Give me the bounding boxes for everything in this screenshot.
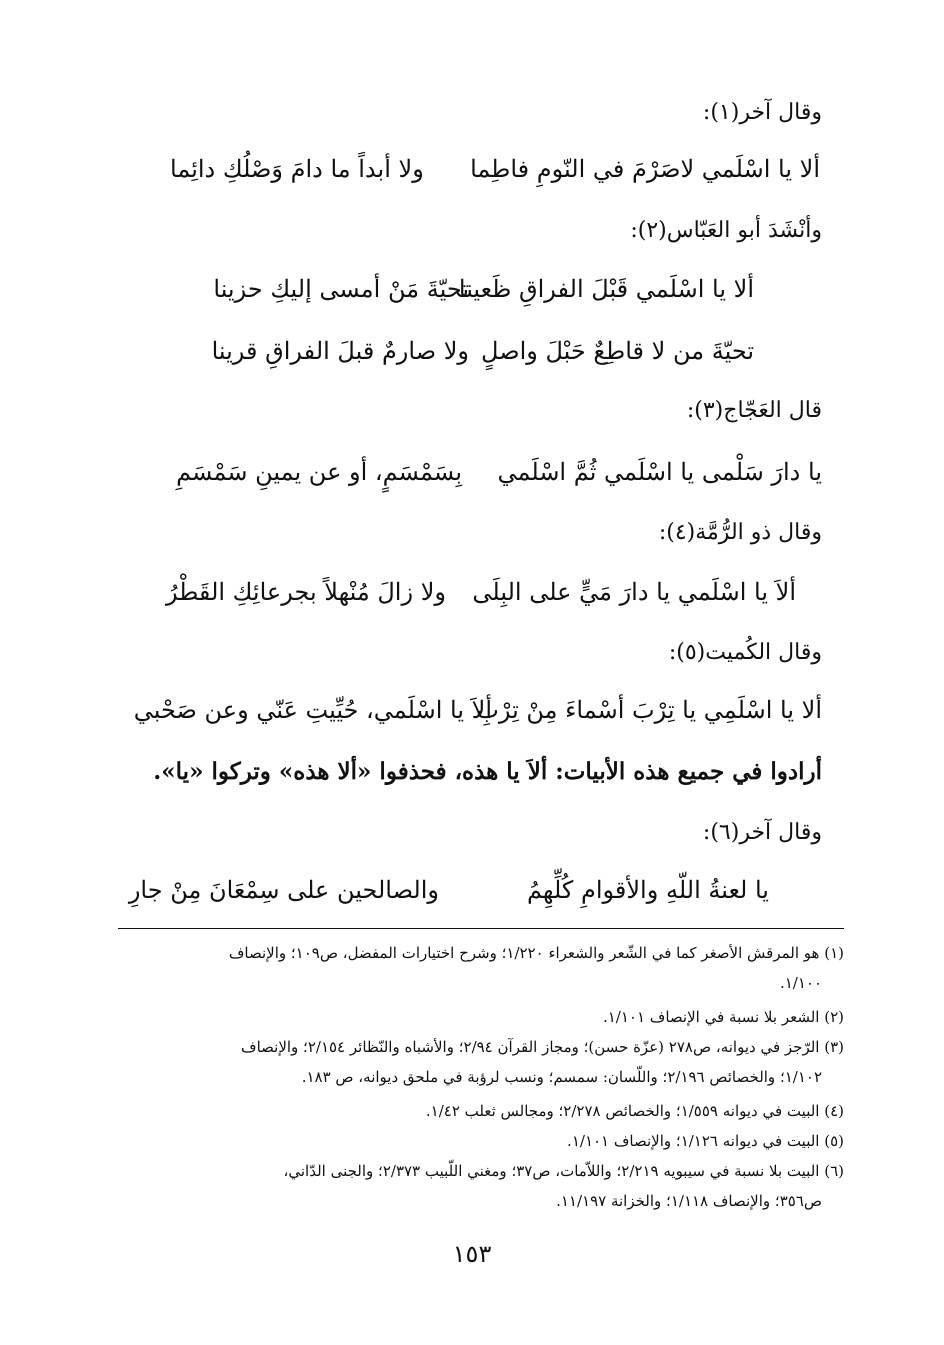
verse-hemistich-second: والصالحين على سِمْعَانَ مِنْ جارِ — [128, 876, 439, 904]
verse-intro: وقال آخر(٦): — [702, 820, 822, 845]
footnote-3-continuation: ١/١٠٢؛ والخصائص ٢/١٩٦؛ واللّسان: سمسم؛ ونسب لرؤبة في ملحق ديوانه، ص ١٨٣. — [301, 1068, 822, 1086]
verse-line — [211, 337, 754, 365]
verse-line — [166, 578, 796, 606]
verse-hemistich-first: يا لعنةُ اللّهِ والأقوامِ كُلِّهِمُ — [526, 876, 769, 904]
verse-intro: قال العَجّاج(٣): — [686, 398, 822, 423]
prose-paragraph: أرادوا في جميع هذه الأبيات: ألاَ يا هذه، فحذفوا «ألا هذه» وتركوا «يا». — [153, 758, 822, 785]
verse-intro: وأنْشَدَ أبو العَبّاس(٢): — [630, 218, 822, 243]
footnote-3: (٣) الرّجز في ديوانه، ص٢٧٨ (عزّة حسن)؛ ومجاز القرآن ٢/٩٤؛ والأشباه والنّظائر ٢/١٥٤؛ والإنصاف — [241, 1038, 844, 1056]
verse-line — [176, 458, 822, 486]
verse-hemistich-second: ولا زالَ مُنْهلاً بجرعائِكِ القَطْرُ — [166, 578, 446, 606]
verse-hemistich-first: ألا يا اسْلَمِي يا تِرْبَ أسْماءَ مِنْ تِرْبِ — [476, 696, 822, 724]
verse-hemistich-first: ألا يا اسْلَمي قَبْلَ الفراقِ ظَعينا — [458, 275, 754, 303]
footnote-6: (٦) البيت بلا نسبة في سيبويه ٢/٢١٩؛ واللاّمات، ص٣٧؛ ومغني اللّبيب ٢/٣٧٣؛ والجنى الدّاني، — [283, 1162, 844, 1180]
verse-line — [170, 155, 820, 183]
verse-hemistich-second: ألاَ يا اسْلَمي، حُيِّيتِ عَنّي وعن صَحْبي — [133, 696, 492, 724]
verse-hemistich-second: بِسَمْسَمٍ، أو عن يمينِ سَمْسَمِ — [176, 458, 462, 486]
verse-hemistich-first: ألا يا اسْلَمي لاصَرْمَ في النّومِ فاطِما — [470, 155, 820, 183]
footnote-6-continuation: ص٣٥٦؛ والإنصاف ١/١١٨؛ والخزانة ١١/١٩٧. — [556, 1192, 822, 1210]
verse-intro: وقال ذو الرُّمَّة(٤): — [658, 520, 822, 545]
verse-line — [128, 876, 769, 904]
verse-hemistich-first: يا دارَ سَلْمى يا اسْلَمي ثُمَّ اسْلَمي — [497, 458, 822, 486]
verse-line — [133, 696, 822, 724]
verse-hemistich-first: ألاَ يا اسْلَمي يا دارَ مَيٍّ على البِلَى — [472, 578, 796, 606]
footnote-2: (٢) الشعر بلا نسبة في الإنصاف ١/١٠١. — [602, 1008, 844, 1026]
footnote-separator — [118, 928, 844, 929]
footnote-1: (١) هو المرقش الأصغر كما في الشّعر والشعراء ١/٢٢٠؛ وشرح اختيارات المفضل، ص١٠٩؛ والإنصاف — [228, 944, 844, 962]
verse-hemistich-second: ولا صارمٌ قبلَ الفراقِ قرينا — [211, 337, 469, 365]
verse-intro: وقال آخر(١): — [702, 100, 822, 125]
footnote-1-continuation: ١/١٠٠. — [779, 974, 822, 992]
page-number: ١٥٣ — [452, 1240, 492, 1268]
verse-hemistich-first: تحيّةَ من لا قاطِعٌ حَبْلَ واصلٍ — [481, 337, 754, 365]
verse-intro: وقال الكُميت(٥): — [668, 640, 822, 665]
verse-line — [213, 275, 754, 303]
footnote-5: (٥) البيت في ديوانه ١/١٢٦؛ والإنصاف ١/١٠١. — [567, 1132, 844, 1150]
footnote-4: (٤) البيت في ديوانه ١/٥٥٩؛ والخصائص ٢/٢٧٨؛ ومجالس ثعلب ١/٤٢. — [425, 1102, 844, 1120]
verse-hemistich-second: ولا أبداً ما دامَ وَصْلُكِ دائِما — [170, 155, 424, 183]
verse-hemistich-second: تحيّةَ مَنْ أمسى إليكِ حزينا — [213, 275, 469, 303]
